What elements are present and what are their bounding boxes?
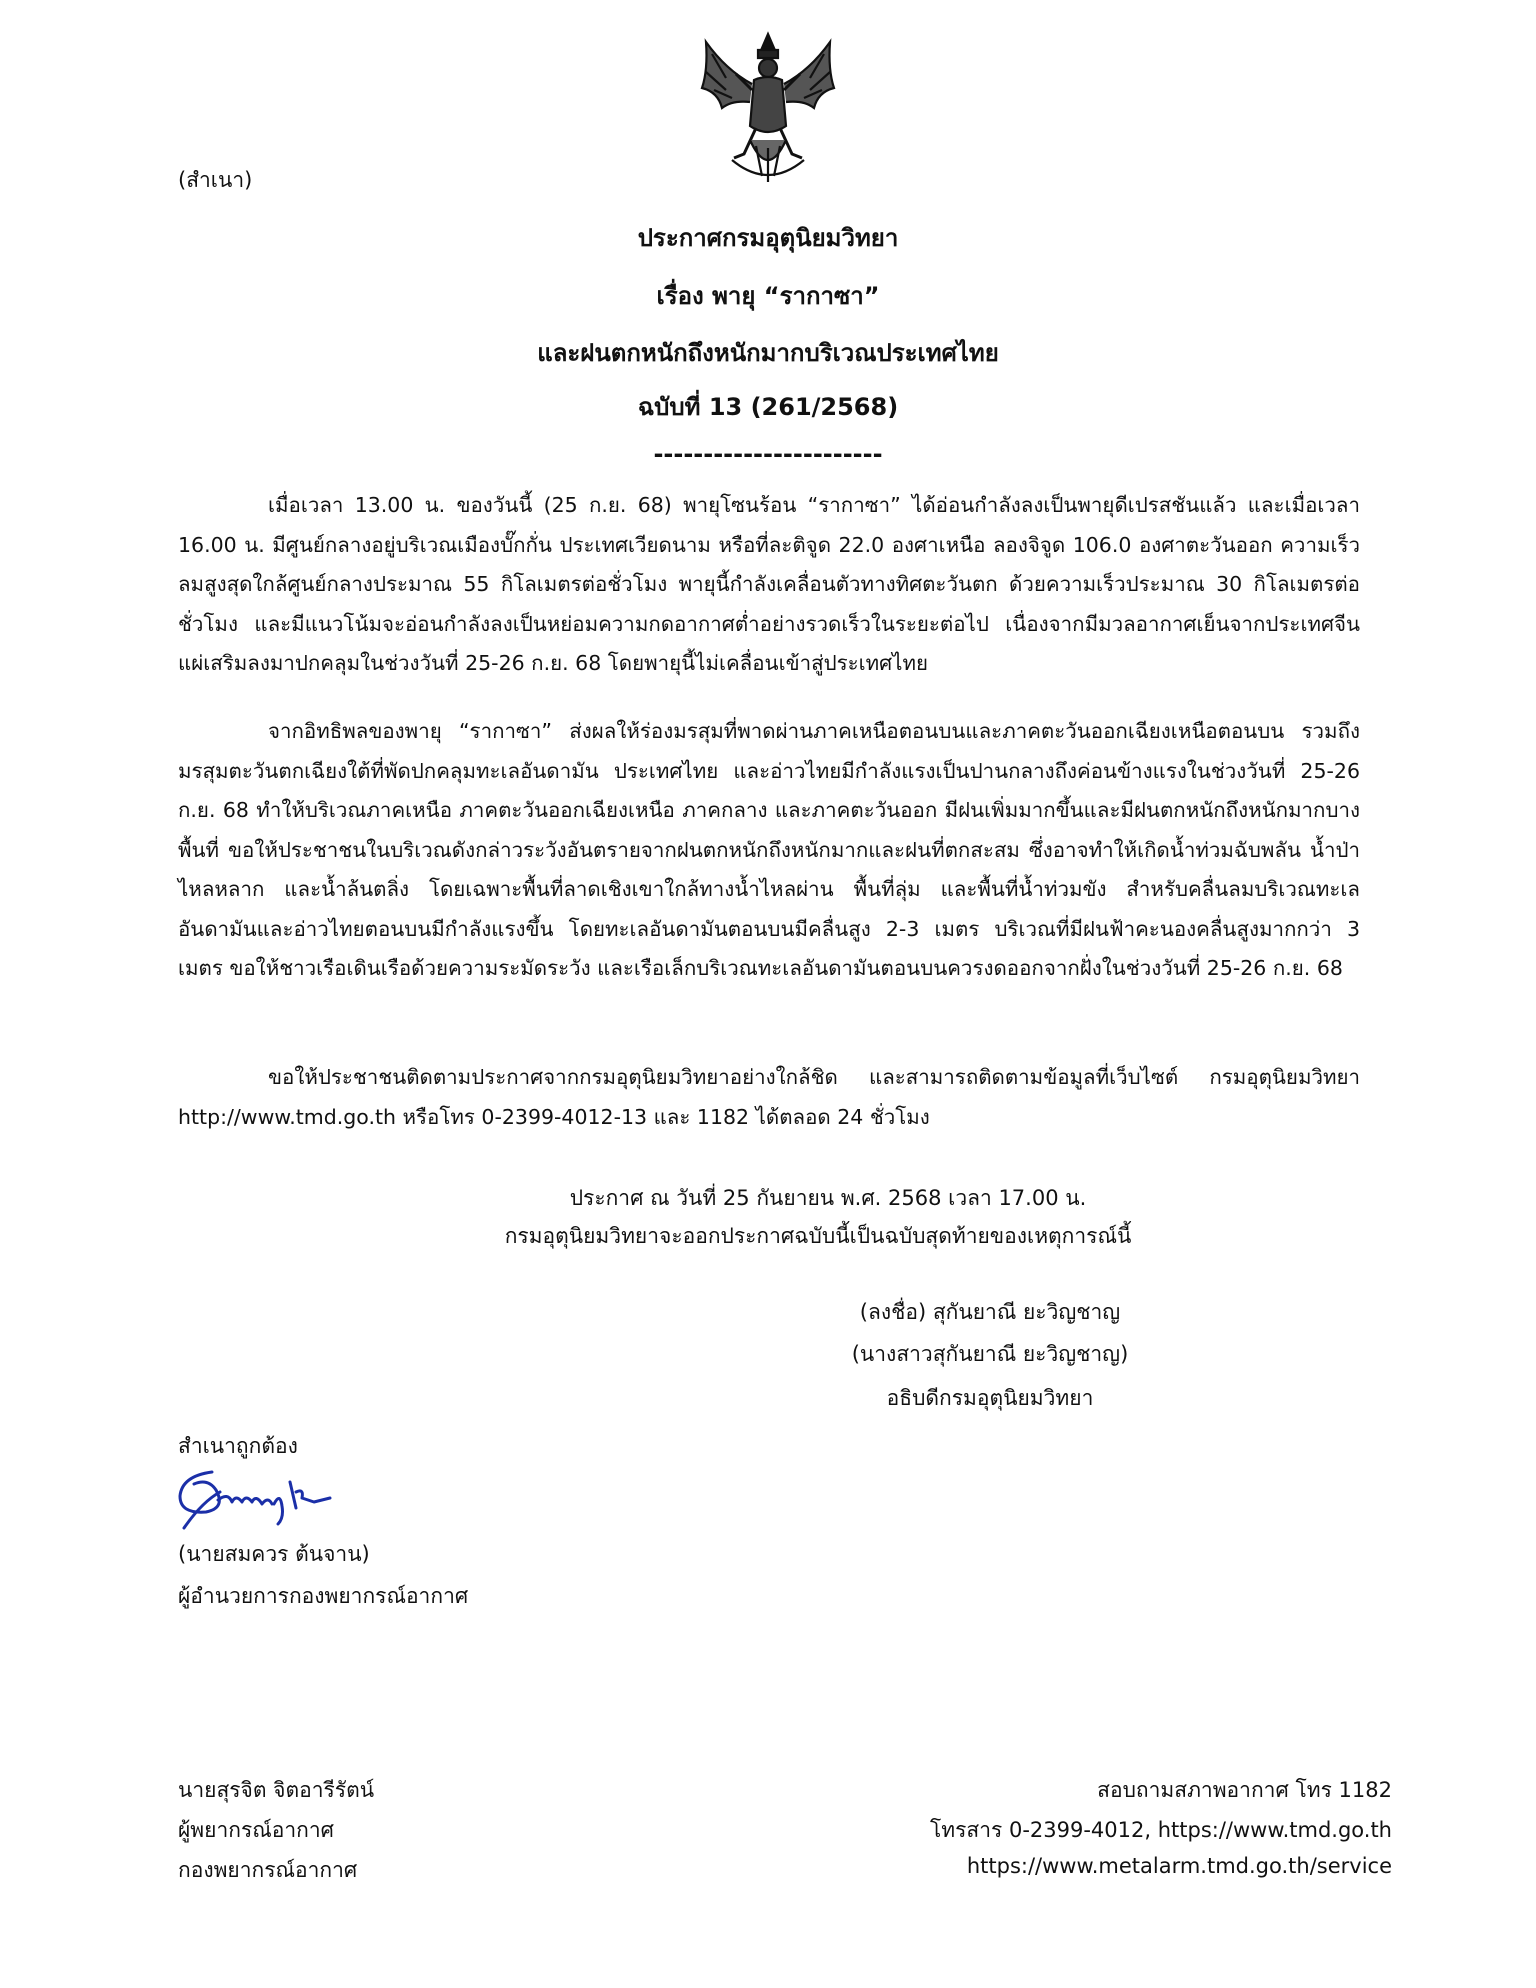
footer-fax-website: โทรสาร 0-2399-4012, https://www.tmd.go.th (930, 1818, 1392, 1842)
copy-label: (สำเนา) (178, 168, 253, 192)
handwritten-signature (172, 1462, 342, 1534)
signatory-full-name: (นางสาวสุกันยาณี ยะวิญชาญ) (851, 1342, 1129, 1366)
signatory-position: อธิบดีกรมอุตุนิยมวิทยา (886, 1386, 1094, 1410)
announcement-issue-number: ฉบับที่ 13 (261/2568) (637, 393, 899, 421)
body-paragraph-storm-status: เมื่อเวลา 13.00 น. ของวันนี้ (25 ก.ย. 68) พายุโซนร้อน “รากาซา” ได้อ่อนกำลังลงเป็นพายุดีเปรสชันแล้ว และเมื่อเวลา 16.00 น. มีศูนย์กลางอยู่บริเวณเมืองบั๊กกั่น ประเทศเวียดนาม หรือที่ละติจูด 22.0 องศาเหนือ ลองจิจูด 106.0 องศาตะวันออก ความเร็วลมสูงสุดใกล้ศูนย์กลางประมาณ 55 กิโลเมตรต่อชั่วโมง พายุนี้กำลังเคลื่อนตัวทางทิศตะวันตก ด้วยความเร็วประมาณ 30 กิโลเมตรต่อชั่วโมง และมีแนวโน้มจะอ่อนกำลังลงเป็นหย่อมความกดอากาศต่ำอย่างรวดเร็วในระยะต่อไป เนื่องจากมีมวลอากาศเย็นจากประเทศจีนแผ่เสริมลงมาปกคลุมในช่วงวันที่ 25-26 ก.ย. 68 โดยพายุนี้ไม่เคลื่อนเข้าสู่ประเทศไทย (178, 493, 1360, 675)
footer-hotline: สอบถามสภาพอากาศ โทร 1182 (1097, 1778, 1392, 1802)
certifier-position: ผู้อำนวยการกองพยากรณ์อากาศ (178, 1584, 469, 1608)
certifier-name: (นายสมควร ต้นจาน) (178, 1542, 370, 1566)
footer-forecaster-role: ผู้พยากรณ์อากาศ (178, 1818, 334, 1842)
footer-forecaster-name: นายสุรจิต จิตอารีรัตน์ (178, 1778, 375, 1802)
body-paragraph-impact-warning: จากอิทธิพลของพายุ “รากาซา” ส่งผลให้ร่องมรสุมที่พาดผ่านภาคเหนือตอนบนและภาคตะวันออกเฉียงเหนือตอนบน รวมถึงมรสุมตะวันตกเฉียงใต้ที่พัดปกคลุมทะเลอันดามัน ประเทศไทย และอ่าวไทยมีกำลังแรงเป็นปานกลางถึงค่อนข้างแรงในช่วงวันที่ 25-26 ก.ย. 68 ทำให้บริเวณภาคเหนือ ภาคตะวันออกเฉียงเหนือ ภาคกลาง และภาคตะวันออก มีฝนเพิ่มมากขึ้นและมีฝนตกหนักถึงหนักมากบางพื้นที่ ขอให้ประชาชนในบริเวณดังกล่าวระวังอันตรายจากฝนตกหนักถึงหนักมากและฝนที่ตกสะสม ซึ่งอาจทำให้เกิดน้ำท่วมฉับพลัน น้ำป่าไหลหลาก และน้ำล้นตลิ่ง โดยเฉพาะพื้นที่ลาดเชิงเขาใกล้ทางน้ำไหลผ่าน พื้นที่ลุ่ม และพื้นที่น้ำท่วมขัง สำหรับคลื่นลมบริเวณทะเลอันดามันและอ่าวไทยตอนบนมีกำลังแรงขึ้น โดยทะเลอันดามันตอนบนมีคลื่นสูง 2-3 เมตร บริเวณที่มีฝนฟ้าคะนองคลื่นสูงมากกว่า 3 เมตร ขอให้ชาวเรือเดินเรือด้วยความระมัดระวัง และเรือเล็กบริเวณทะเลอันดามันตอนบนควรงดออกจากฝั่งในช่วงวันที่ 25-26 ก.ย. 68 (178, 719, 1360, 980)
announcement-subject-continued: และฝนตกหนักถึงหนักมากบริเวณประเทศไทย (537, 339, 999, 367)
certified-copy-label: สำเนาถูกต้อง (178, 1434, 298, 1458)
garuda-emblem-icon (692, 30, 844, 190)
announcement-subject: เรื่อง พายุ “รากาซา” (656, 282, 880, 310)
footer-service-url: https://www.metalarm.tmd.go.th/service (966, 1854, 1392, 1878)
announcement-title: ประกาศกรมอุตุนิยมวิทยา (637, 224, 899, 252)
signatory-signed: (ลงชื่อ) สุกันยาณี ยะวิญชาญ (859, 1300, 1121, 1324)
announcement-date-line: ประกาศ ณ วันที่ 25 กันยายน พ.ศ. 2568 เวลา 17.00 น. (569, 1186, 1087, 1210)
footer-division: กองพยากรณ์อากาศ (178, 1858, 358, 1882)
heading-separator: ----------------------- (653, 440, 883, 468)
final-notice-line: กรมอุตุนิยมวิทยาจะออกประกาศฉบับนี้เป็นฉบับสุดท้ายของเหตุการณ์นี้ (504, 1224, 1132, 1248)
body-paragraph-contact-info: ขอให้ประชาชนติดตามประกาศจากกรมอุตุนิยมวิทยาอย่างใกล้ชิด และสามารถติดตามข้อมูลที่เว็บไซต์ กรมอุตุนิยมวิทยา http://www.tmd.go.th หรือโทร 0-2399-4012-13 และ 1182 ได้ตลอด 24 ชั่วโมง (178, 1065, 1360, 1129)
